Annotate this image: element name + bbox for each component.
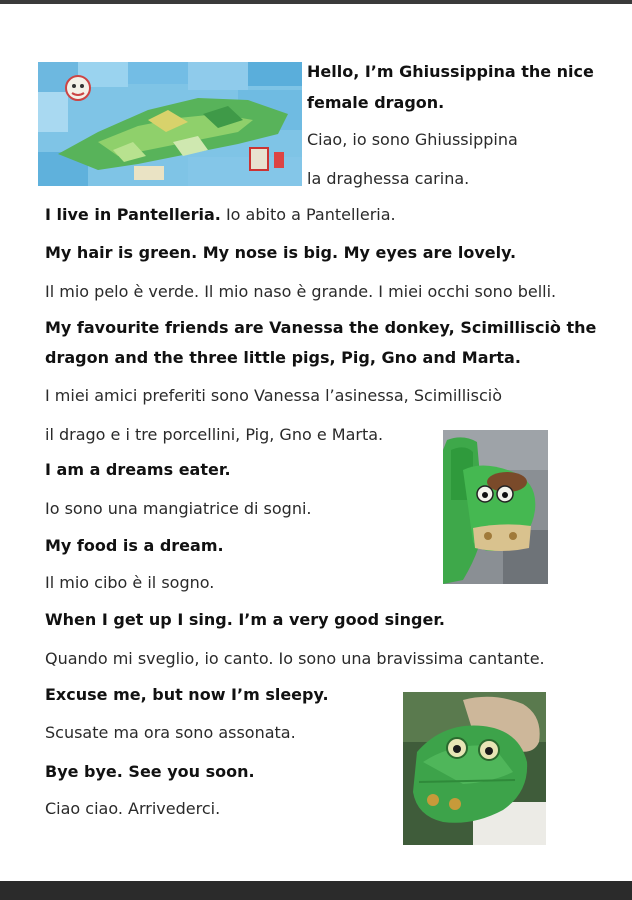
knitted-dragon-puppet-photo bbox=[403, 692, 546, 845]
friends-line-en-1: My favourite friends are Vanessa the donkey, Scimillisciò the bbox=[45, 318, 597, 337]
goodbye-line-it: Ciao ciao. Arrivederci. bbox=[45, 799, 221, 818]
singer-line-it: Quando mi sveglio, io canto. Io sono una bravissima cantante. bbox=[45, 649, 545, 668]
description-line-en: My hair is green. My nose is big. My eyes are lovely. bbox=[45, 243, 517, 262]
home-line-en: I live in Pantelleria. bbox=[45, 205, 221, 224]
dragon-sock-puppet-photo bbox=[443, 430, 548, 584]
food-line-en: My food is a dream. bbox=[45, 536, 224, 555]
goodbye-line-en: Bye bye. See you soon. bbox=[45, 762, 255, 781]
dreams-eater-line-en: I am a dreams eater. bbox=[45, 460, 231, 479]
intro-line-it-2: la draghessa carina. bbox=[307, 169, 470, 188]
intro-line-it-1: Ciao, io sono Ghiussippina bbox=[307, 130, 518, 149]
dreams-eater-line-it: Io sono una mangiatrice di sogni. bbox=[45, 499, 312, 518]
intro-line-en-2: female dragon. bbox=[307, 93, 445, 112]
home-line-it: Io abito a Pantelleria. bbox=[225, 205, 396, 224]
sleepy-line-en: Excuse me, but now I’m sleepy. bbox=[45, 685, 329, 704]
page-top-border bbox=[0, 0, 632, 4]
friends-line-en-2: dragon and the three little pigs, Pig, Gno and Marta. bbox=[45, 348, 521, 367]
intro-line-en-1: Hello, I’m Ghiussippina the nice bbox=[307, 62, 594, 81]
singer-line-en: When I get up I sing. I’m a very good singer. bbox=[45, 610, 445, 629]
friends-line-it-2: il drago e i tre porcellini, Pig, Gno e Marta. bbox=[45, 425, 384, 444]
home-line bbox=[45, 205, 396, 225]
sleepy-line-it: Scusate ma ora sono assonata. bbox=[45, 723, 296, 742]
page-bottom-bar bbox=[0, 881, 632, 900]
description-line-it: Il mio pelo è verde. Il mio naso è grande. I miei occhi sono belli. bbox=[45, 282, 557, 301]
friends-line-it-1: I miei amici preferiti sono Vanessa l’asinessa, Scimillisciò bbox=[45, 386, 502, 405]
food-line-it: Il mio cibo è il sogno. bbox=[45, 573, 215, 592]
dragon-mosaic-image bbox=[38, 62, 302, 186]
